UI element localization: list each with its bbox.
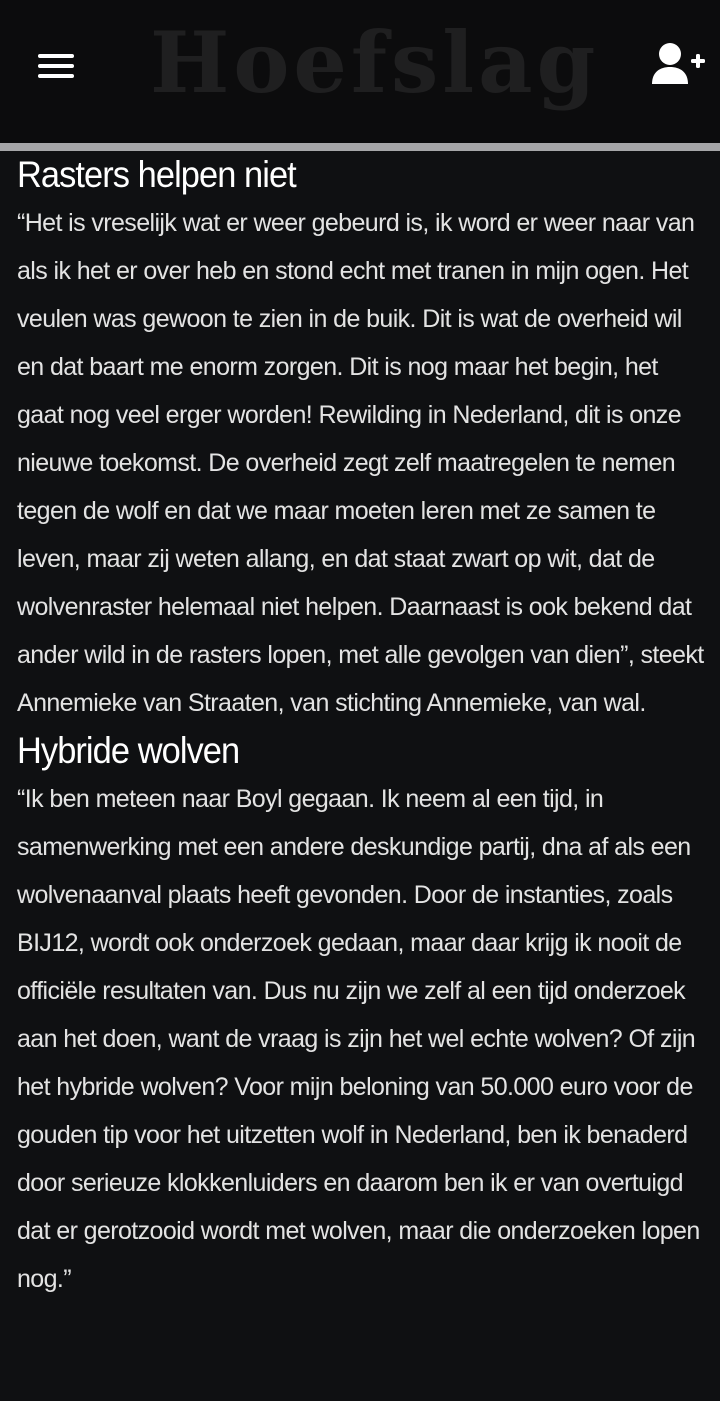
app-header [0, 0, 720, 143]
user-add-button[interactable] [648, 40, 708, 92]
hamburger-menu-icon-bar [38, 64, 74, 68]
header-divider [0, 143, 720, 151]
menu-button[interactable] [30, 44, 82, 88]
section-title: Rasters helpen niet [17, 154, 296, 195]
site-logo[interactable]: Hoefslag [150, 13, 600, 112]
user-add-icon [648, 40, 708, 92]
article-content [17, 151, 707, 1303]
hamburger-menu-icon [38, 54, 74, 58]
section-title: Hybride wolven [17, 730, 240, 771]
section-paragraph: “Het is vreselijk wat er weer gebeurd is, ik word er weer naar van als ik het er over heb en stond echt met tranen in mijn ogen. Het veulen was gewoon te zien in de buik. Dit is wat de overheid wil en dat baart me enorm zorgen. Dit is nog maar het begin, het gaat nog veel erger worden! Rewilding in Nederland, dit is onze nieuwe toekomst. De overheid zegt zelf maatregelen te nemen tegen de wolf en dat we maar moeten leren met ze samen te leven, maar zij weten allang, en dat staat zwart op wit, dat de wolvenraster helemaal niet helpen. Daarnaast is ook bekend dat ander wild in de rasters lopen, met alle gevolgen van dien”, steekt Annemieke van Straaten, van stichting Annemieke, van wal. [17, 209, 704, 717]
section-paragraph: “Ik ben meteen naar Boyl gegaan. Ik neem al een tijd, in samenwerking met een andere deskundige partij, dna af als een wolvenaanval plaats heeft gevonden. Door de instanties, zoals BIJ12, wordt ook onderzoek gedaan, maar daar krijg ik nooit de officiële resultaten van. Dus nu zijn we zelf al een tijd onderzoek aan het doen, want de vraag is zijn het wel echte wolven? Of zijn het hybride wolven? Voor mijn beloning van 50.000 euro voor de gouden tip voor het uitzetten wolf in Nederland, ben ik benaderd door serieuze klokkenluiders en daarom ben ik er van overtuigd dat er gerotzooid wordt met wolven, maar die onderzoeken lopen nog.” [17, 785, 700, 1293]
hamburger-menu-icon-bar [38, 74, 74, 78]
